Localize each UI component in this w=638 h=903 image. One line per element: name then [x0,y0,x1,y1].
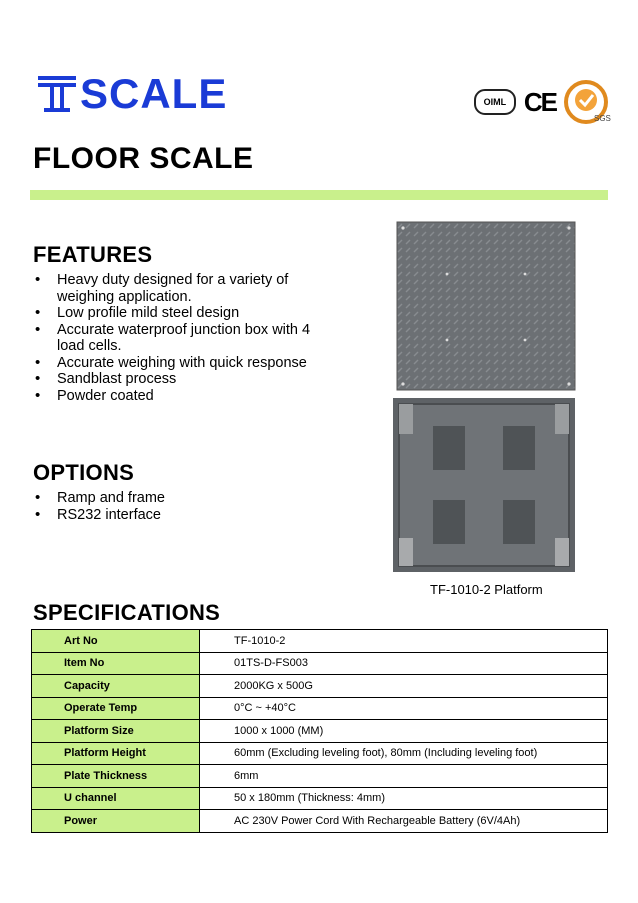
table-row [32,810,608,833]
spec-value: TF-1010-2 [200,630,608,653]
table-row [32,697,608,720]
spec-label: Platform Height [32,742,200,765]
ce-mark-icon: CE [523,86,556,117]
list-item: • RS232 interface [33,507,323,524]
features-heading: FEATURES [33,242,153,267]
spec-label: Platform Size [32,720,200,743]
spec-label: Power [32,810,200,833]
options-heading: OPTIONS [33,460,135,485]
list-item: • Low profile mild steel design [33,305,323,322]
list-item: • Heavy duty designed for a variety of weighing application. [33,272,323,305]
specifications-table [31,629,608,833]
table-row [32,720,608,743]
specifications-heading: SPECIFICATIONS [33,600,221,625]
spec-label: Art No [32,630,200,653]
spec-value: AC 230V Power Cord With Rechargeable Battery (6V/4Ah) [200,810,608,833]
table-row [32,675,608,698]
brand-name: SCALE [80,70,228,117]
t-logo-icon [38,76,76,112]
brand-logo [38,70,228,117]
spec-value: 01TS-D-FS003 [200,652,608,675]
title-divider [30,190,608,200]
spec-label: Capacity [32,675,200,698]
spec-label: Item No [32,652,200,675]
spec-value: 60mm (Excluding leveling foot), 80mm (Including leveling foot) [200,742,608,765]
platform-top-image [397,222,575,390]
list-item: • Powder coated [33,388,323,405]
spec-label: Operate Temp [32,697,200,720]
list-item: • Sandblast process [33,371,323,388]
spec-label: U channel [32,787,200,810]
spec-value: 0°C ~ +40°C [200,697,608,720]
table-row [32,630,608,653]
image-caption: TF-1010-2 Platform [430,582,543,597]
table-row [32,652,608,675]
oiml-logo-icon [474,89,516,115]
options-list [33,490,323,523]
table-row [32,787,608,810]
spec-value: 6mm [200,765,608,788]
table-row [32,765,608,788]
spec-value: 2000KG x 500G [200,675,608,698]
list-item: • Ramp and frame [33,490,323,507]
list-item: • Accurate weighing with quick response [33,355,323,372]
spec-value: 50 x 180mm (Thickness: 4mm) [200,787,608,810]
list-item: • Accurate waterproof junction box with 4 load cells. [33,322,323,355]
platform-bottom-image [393,398,575,572]
svg-text:SGS: SGS [594,114,611,123]
spec-value: 1000 x 1000 (MM) [200,720,608,743]
table-row [32,742,608,765]
sgs-seal-icon [564,80,611,124]
spec-label: Plate Thickness [32,765,200,788]
features-list [33,272,323,404]
oiml-label: OIML [483,97,507,107]
certification-logos [474,80,611,124]
page-title: FLOOR SCALE [33,142,254,175]
